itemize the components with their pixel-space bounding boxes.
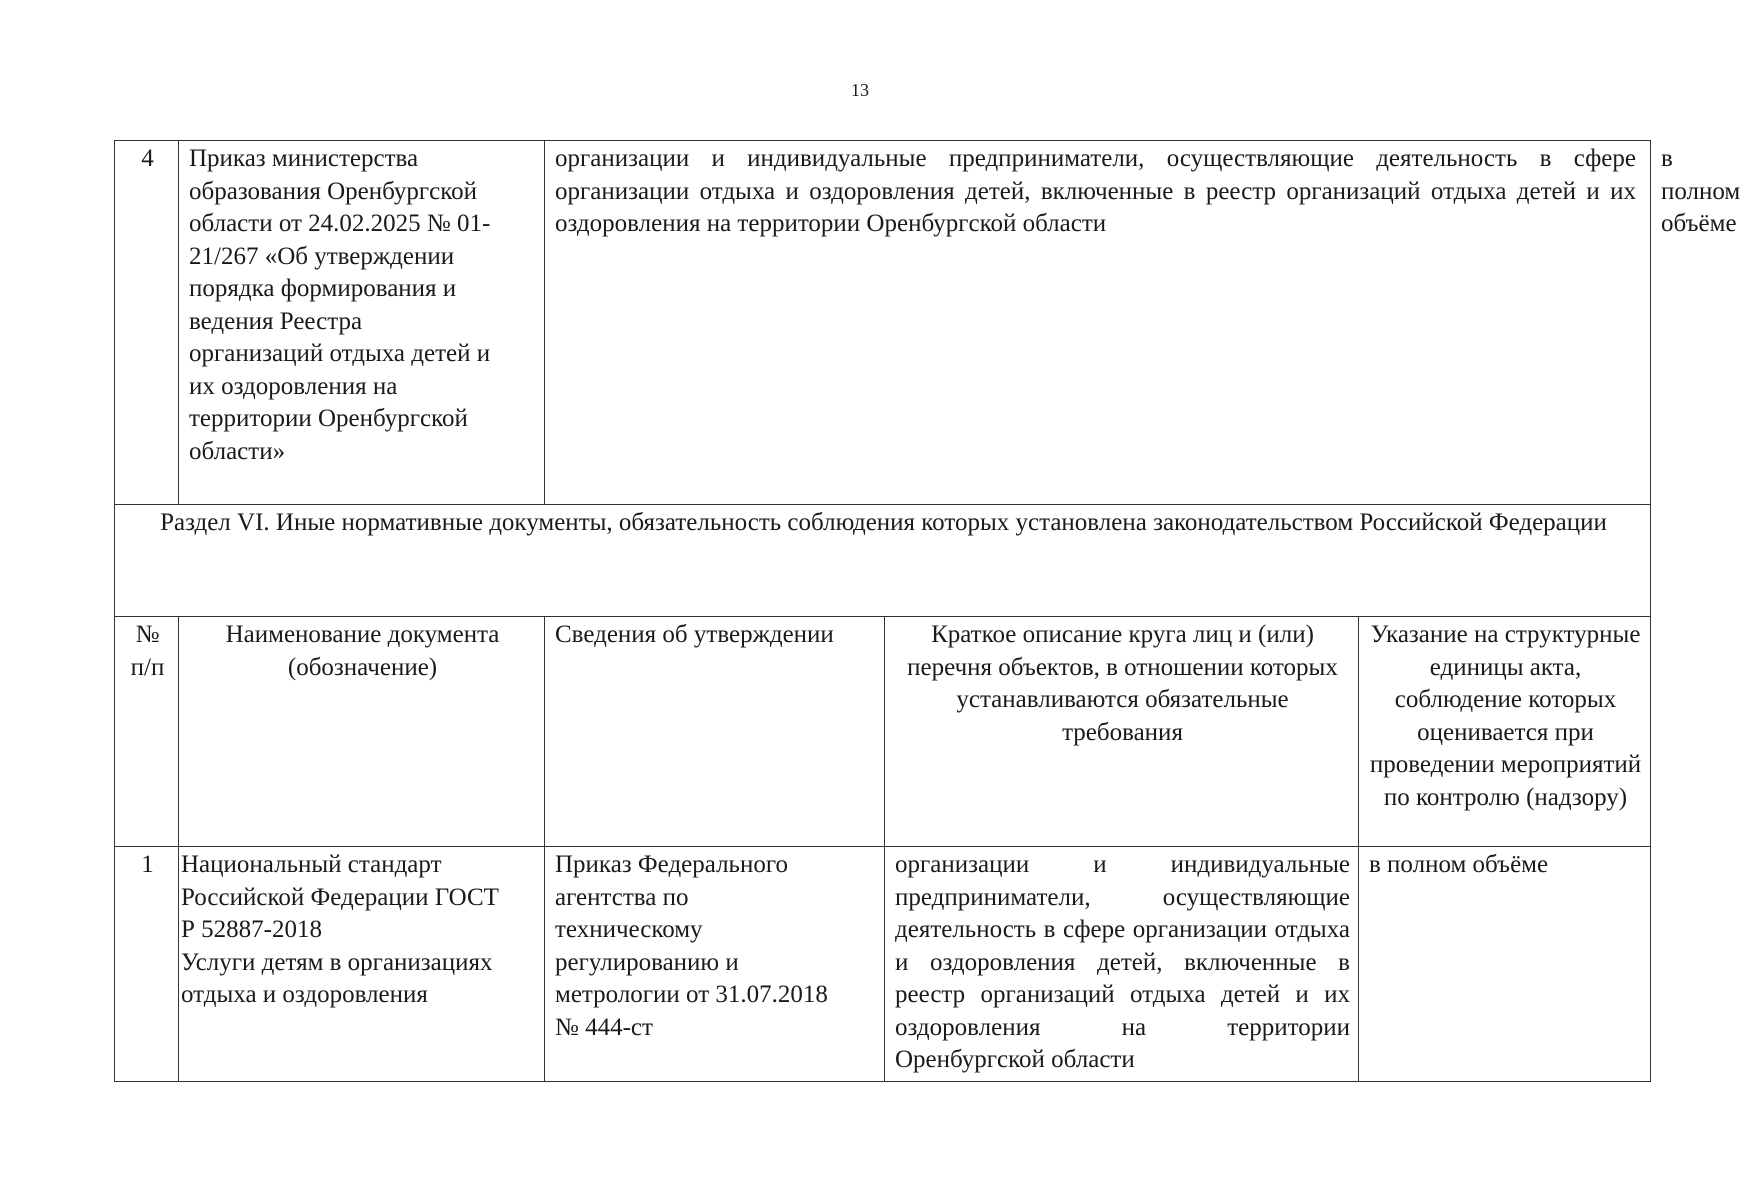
approval-line: регулированию и xyxy=(555,948,739,976)
table-header-row xyxy=(115,617,1651,847)
structural-units: в полном объёме xyxy=(1359,847,1651,1082)
document-name-line: Услуги детям в организациях xyxy=(181,948,493,976)
document-name-cell xyxy=(179,847,545,1082)
header-approval: Сведения об утверждении xyxy=(545,617,885,847)
document-name-line: организаций отдыха детей и xyxy=(189,340,491,367)
approval-cell xyxy=(545,847,885,1082)
approval-line: метрологии от 31.07.2018 xyxy=(555,981,828,1008)
document-name-line: ведения Реестра xyxy=(189,307,363,335)
approval-line: № 444-ст xyxy=(555,1013,653,1041)
document-name-line: Приказ министерства xyxy=(189,145,419,172)
header-document-name: Наименование документа (обозначение) xyxy=(179,617,545,847)
approval-line: техническому xyxy=(555,916,703,943)
approval-line: агентства по xyxy=(555,883,689,911)
document-name-line: 21/267 «Об утверждении xyxy=(189,242,455,270)
requirements-table xyxy=(114,140,1740,1082)
section-title: Раздел VI. Иные нормативные документы, обязательность соблюдения которых установлена законодательством Российской Федерации xyxy=(115,505,1651,617)
document-name-line: области от 24.02.2025 № 01- xyxy=(189,210,491,237)
document-name-line: порядка формирования и xyxy=(189,275,457,302)
document-name-line: области» xyxy=(189,437,286,465)
scope-description: организации и индивидуальные предприниматели, осуществляющие деятельность в сфере организации отдыха и оздоровления детей, включенные в реестр организаций отдыха детей и их оздоровления на территории Оренбургской области xyxy=(885,847,1359,1082)
approval-line: Приказ Федерального xyxy=(555,851,788,878)
document-name-line: Национальный стандарт xyxy=(181,851,442,878)
document-name-line: образования Оренбургской xyxy=(189,177,478,205)
document-name-line: Российской Федерации ГОСТ xyxy=(181,883,499,911)
section-header-row xyxy=(115,505,1651,617)
scope-description: организации и индивидуальные предприниматели, осуществляющие деятельность в сфере организации отдыха и оздоровления детей, включенные в реестр организаций отдыха детей и их оздоровления на территории Оренбургской области xyxy=(545,141,1651,505)
table-row: 4 Приказ министерства образования Оренбургской области от 24.02.2025 № 01- 21/267 «Об утверждении порядка формирования и ведения Реестра организаций отдыха детей и их оздоровления на территории Оренбургской области» организации и индивидуальные предприниматели, осуществляющие деятельность в сфере организации отдыха и оздоровления детей, включенные в реестр организаций отдыха детей и их оздоровления на территории Оренбургской области в полном объёме xyxy=(115,141,1651,505)
header-scope: Краткое описание круга лиц и (или) перечня объектов, в отношении которых устанавливаются обязательные требования xyxy=(885,617,1359,847)
document-name-line: отдыха и оздоровления xyxy=(181,981,428,1008)
header-number: № п/п xyxy=(115,617,179,847)
header-structural-units: Указание на структурные единицы акта, соблюдение которых оценивается при проведении мероприятий по контролю (надзору) xyxy=(1359,617,1651,847)
document-name-line: территории Оренбургской xyxy=(189,405,468,432)
document-name-cell xyxy=(179,141,545,505)
document-name-line: Р 52887-2018 xyxy=(181,916,322,943)
table-row xyxy=(115,847,1651,1082)
row-number: 1 xyxy=(115,847,179,1082)
row-number: 4 xyxy=(115,141,179,505)
document-name-line: их оздоровления на xyxy=(189,372,398,400)
page-number: 13 xyxy=(851,80,869,100)
